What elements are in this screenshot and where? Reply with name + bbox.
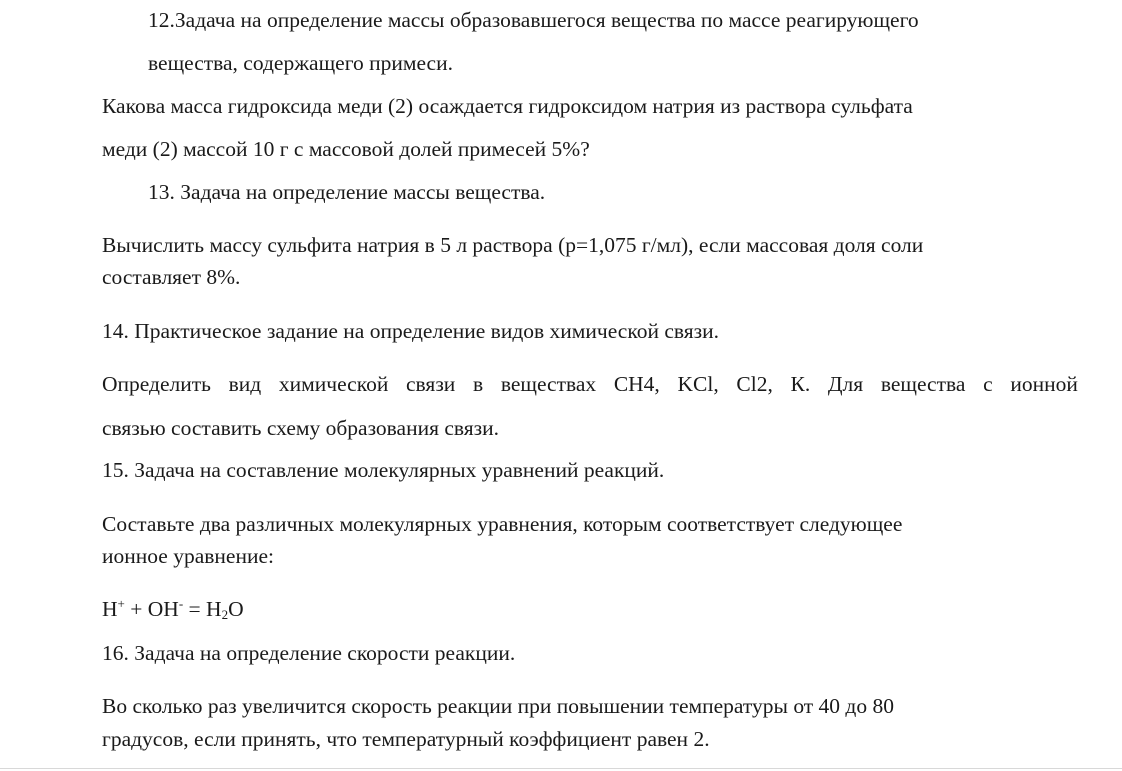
task12-text-line2: меди (2) массой 10 г с массовой долей примесей 5%? <box>102 137 590 161</box>
task16-text-line1: Во сколько раз увеличится скорость реакции при повышении температуры от 40 до 80 <box>102 694 894 718</box>
word: вещества <box>880 372 966 396</box>
task14-heading: 14. Практическое задание на определение видов химической связи. <box>102 319 720 343</box>
task12-heading-line1: 12.Задача на определение массы образовавшегося вещества по массе реагирующего <box>148 8 919 32</box>
word: СН4, <box>613 372 660 396</box>
word: с <box>983 372 993 396</box>
word: в <box>473 372 484 396</box>
task13-heading: 13. Задача на определение массы вещества. <box>148 180 546 204</box>
equation-water-h: = H <box>183 597 222 621</box>
task16-text-line2: градусов, если принять, что температурный коэффициент равен 2. <box>102 727 710 751</box>
word: KCl, <box>677 372 719 396</box>
equation-water-o: O <box>228 597 244 621</box>
word: веществах <box>500 372 597 396</box>
task14-text-line1 <box>102 372 1078 398</box>
word: вид <box>228 372 262 396</box>
task12-text-line1: Какова масса гидроксида меди (2) осаждается гидроксидом натрия из раствора сульфата <box>102 94 913 118</box>
ionic-equation <box>102 597 244 623</box>
word: К. <box>790 372 811 396</box>
task15-text-line1: Составьте два различных молекулярных уравнения, которым соответствует следующее <box>102 512 903 536</box>
equation-h: H <box>102 597 118 621</box>
page-bottom-divider <box>0 768 1122 769</box>
word: ионной <box>1010 372 1078 396</box>
word: Определить <box>102 372 211 396</box>
task12-heading-line2: вещества, содержащего примеси. <box>148 51 453 75</box>
task13-text-line1: Вычислить массу сульфита натрия в 5 л раствора (р=1,075 г/мл), если массовая доля соли <box>102 233 924 257</box>
task16-heading: 16. Задача на определение скорости реакции. <box>102 641 516 665</box>
word: Для <box>827 372 864 396</box>
task15-heading: 15. Задача на составление молекулярных уравнений реакций. <box>102 458 665 482</box>
equation-oh: + OH <box>124 597 179 621</box>
equation-oh-charge: - <box>178 596 184 611</box>
word: Cl2, <box>736 372 773 396</box>
word: связи <box>406 372 456 396</box>
task14-text-line2: связью составить схему образования связи. <box>102 416 500 440</box>
word: химической <box>278 372 389 396</box>
task15-text-line2: ионное уравнение: <box>102 544 274 568</box>
equation-h-charge: + <box>117 596 125 611</box>
task13-text-line2: составляет 8%. <box>102 265 241 289</box>
equation-water-subscript: 2 <box>221 607 229 622</box>
